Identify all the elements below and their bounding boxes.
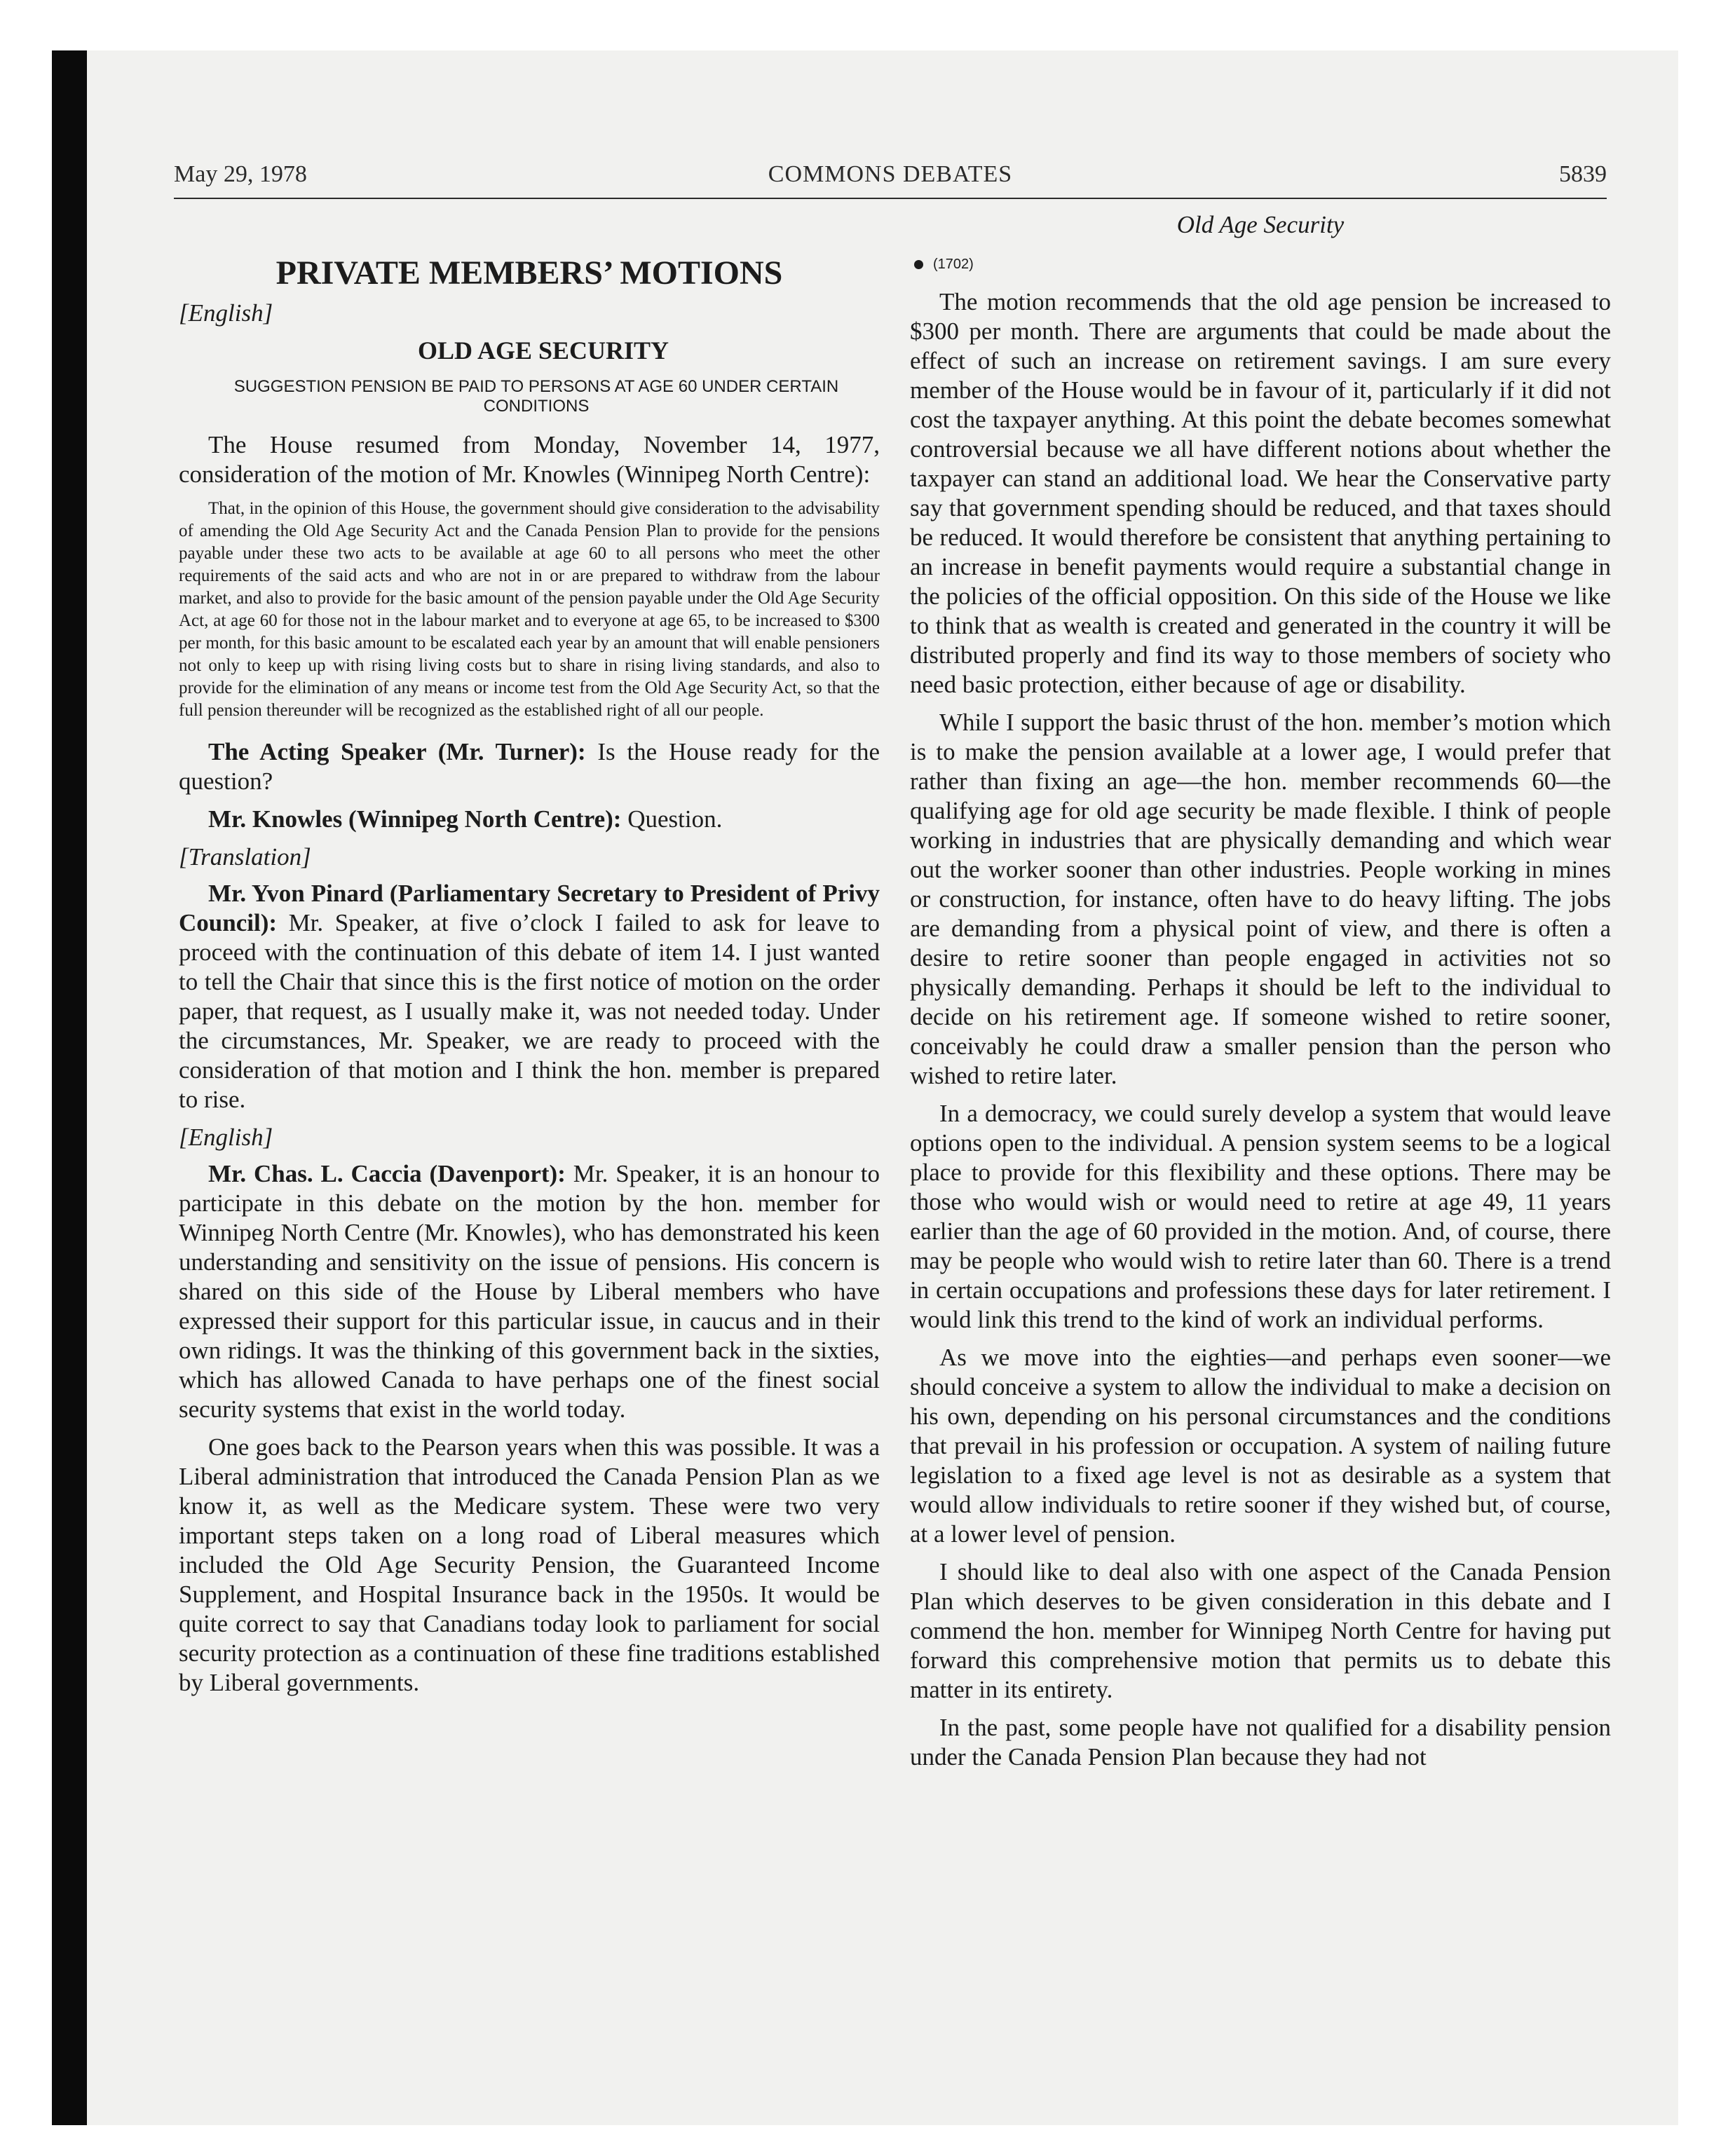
speech-text: Question. [627,805,723,833]
right-column [910,210,1611,1780]
body-paragraph: As we move into the eighties—and perhaps even sooner—we should conceive a system to allow the individual to make a decision on his own, depending on his personal circumstances and the conditions that prevail in his profession or occupation. A system of nailing future legislation to a fixed age level is not as desirable as a system that would allow individuals to retire sooner if they wished but, of course, at a lower level of pension. [910,1344,1611,1548]
page-header [174,161,1607,198]
header-page-number: 5839 [1559,161,1607,187]
time-stamp-text: (1702) [933,257,974,272]
speaker-name: Mr. Chas. L. Caccia (Davenport): [208,1160,566,1187]
header-date: May 29, 1978 [174,161,307,187]
left-column [179,210,880,1706]
subject-title: OLD AGE SECURITY [417,336,669,364]
scan-binding-edge [52,50,87,2125]
speaker-name: Mr. Yvon Pinard (Parliamentary Secretary to President of Privy Council): [179,880,880,936]
body-paragraph: I should like to deal also with one aspect of the Canada Pension Plan which deserves to be given consideration in this debate and I commend the hon. member for Winnipeg North Centre for having put forward this comprehensive motion that permits us to debate this matter in its entirety. [910,1558,1611,1703]
speech-text: Is the House ready for the question? [179,738,880,795]
header-journal-title: COMMONS DEBATES [768,161,1013,187]
time-stamp [914,250,1611,279]
caccia-paragraph [179,1159,880,1424]
body-paragraph: In a democracy, we could surely develop a system that would leave options open to the individual. A pension system seems to be a logical place to provide for this flexibility and these options. There may be those who would wish or would need to retire at age 49, 11 years earlier than the age of 60 provided in the motion. And, of course, there may be people who would wish to retire later than 60. There is a trend in certain occupations and professions these days for later retirement. I would link this trend to the kind of work an individual performs. [910,1100,1611,1333]
pearson-paragraph: One goes back to the Pearson years when this was possible. It was a Liberal administration that introduced the Canada Pension Plan as we know it, as well as the Medicare system. These were two very important steps taken on a long road of Liberal measures which included the Old Age Security Pension, the Guaranteed Income Supplement, and Hospital Insurance back in the 1950s. It would be quite correct to say that Canadians today look to parliament for social security protection as a continuation of these fine traditions established by Liberal governments. [179,1433,880,1696]
speaker-name: The Acting Speaker (Mr. Turner): [208,738,586,765]
header-rule [174,198,1607,199]
bullet-icon [914,260,923,269]
language-tag-english: [English] [179,299,273,327]
pinard-paragraph [179,879,880,1114]
acting-speaker-paragraph [179,737,880,796]
body-paragraph: While I support the basic thrust of the hon. member’s motion which is to make the pension available at a lower age, I would prefer that rather than fixing an age—the hon. member recommends 60—the qualifying age for old age security be made flexible. I think of people working in industries that are physically demanding and which wear out the worker sooner than other industries. People working in mines or construction, for instance, often have to do heavy lifting. The jobs are demanding from a physical point of view, and there is often a desire to retire sooner than people engaged in activities not so physically demanding. Perhaps it should be left to the individual to decide on his retirement age. If someone wished to retire sooner, conceivably he could draw a smaller pension than the person who wished to retire later. [910,709,1611,1089]
section-title: PRIVATE MEMBERS’ MOTIONS [275,254,783,292]
speaker-name: Mr. Knowles (Winnipeg North Centre): [208,805,622,833]
language-tag-translation: [Translation] [179,843,311,871]
resumed-paragraph: The House resumed from Monday, November 14, 1977, consideration of the motion of Mr. Knowles (Winnipeg North Centre): [179,431,880,488]
running-head: Old Age Security [1176,211,1345,238]
body-paragraph: The motion recommends that the old age pension be increased to $300 per month. There are arguments that could be made about the effect of such an increase on retirement savings. I am sure every member of the House would be in favour of it, particularly if it did not cost the taxpayer anything. At this point the debate becomes somewhat controversial because we all have different notions about whether the taxpayer can stand an additional load. We hear the Conservative party say that government spending should be reduced, and that taxes should be reduced. It would therefore be consistent that anything pertaining to an increase in benefit payments would require a substantial change in the policies of the official opposition. On this side of the House we like to think that as wealth is created and generated in the country it will be distributed properly and find its way to those members of society who need basic protection, either because of age or disability. [910,288,1611,698]
speech-text: Mr. Speaker, it is an honour to participate in this debate on the motion by the hon. member for Winnipeg North Centre (Mr. Knowles), who has demonstrated his keen understanding and sensitivity on the issue of pensions. His concern is shared on this side of the House by Liberal members who have expressed their support for this particular issue, in caucus and in their own ridings. It was the thinking of this government back in the sixties, which has allowed Canada to have perhaps one of the finest social security systems that exist in the world today. [179,1160,880,1423]
speech-text: Mr. Speaker, at five o’clock I failed to ask for leave to proceed with the continuation of this debate of item 14. I just wanted to tell the Chair that since this is the first notice of motion on the order paper, that request, as I usually make it, was not needed today. Under the circumstances, Mr. Speaker, we are ready to proceed with the consideration of that motion and I think the hon. member is prepared to rise. [179,909,880,1113]
language-tag-english: [English] [179,1124,273,1151]
body-paragraph: In the past, some people have not qualified for a disability pension under the Canada Pension Plan because they had not [910,1714,1611,1770]
knowles-paragraph [179,805,880,834]
motion-text: That, in the opinion of this House, the government should give consideration to the advisability of amending the Old Age Security Act and the Canada Pension Plan to provide for the pensions payable under these two acts to be available at age 60 to all persons who meet the other requirements of the said acts and who are not in or are prepared to withdraw from the labour market, and also to provide for the basic amount of the pension payable under the Old Age Security Act, at age 60 for those not in the labour market and to everyone at age 65, to be increased to $300 per month, for this basic amount to be escalated each year by an amount that will enable pensioners not only to keep up with rising living costs but to share in rising living standards, and also to provide for the elimination of any means or income test from the Old Age Security Act, so that the full pension thereunder will be recognized as the established right of all our people. [179,499,880,720]
subject-subtitle: SUGGESTION PENSION BE PAID TO PERSONS AT AGE 60 UNDER CERTAIN CONDITIONS [233,377,839,416]
